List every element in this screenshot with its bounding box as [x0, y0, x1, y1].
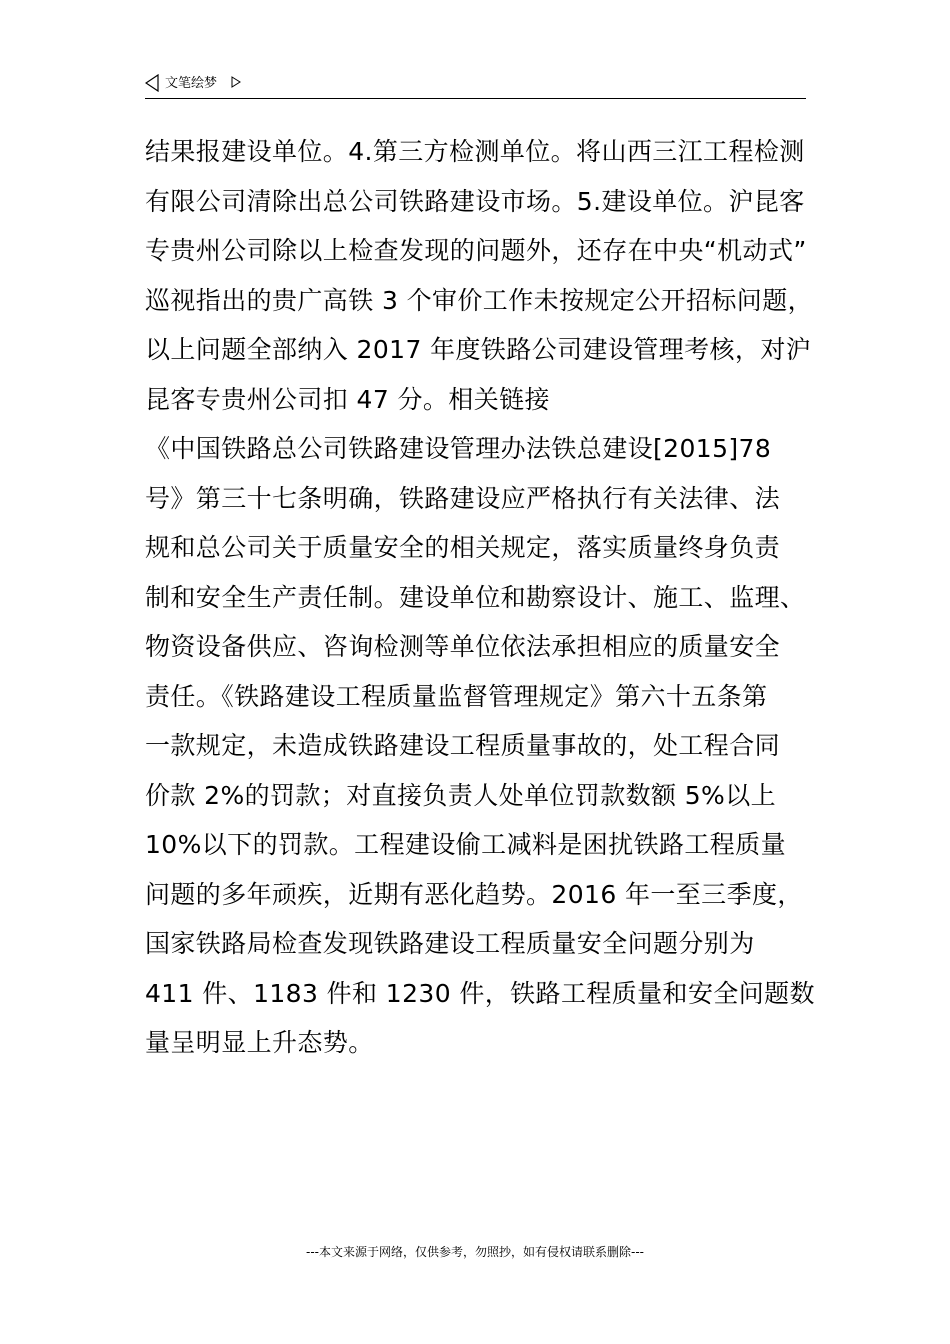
text-line: 物资设备供应、咨询检测等单位依法承担相应的质量安全	[145, 632, 781, 661]
header-title: 文笔绘梦	[165, 76, 218, 91]
page-footer: ---本文来源于网络，仅供参考，勿照抄，如有侵权请联系删除---	[306, 1245, 644, 1259]
text-line: 问题的多年顽疾，近期有恶化趋势。2016 年一至三季度，	[145, 879, 803, 909]
text-line: 规和总公司关于质量安全的相关规定，落实质量终身负责	[145, 533, 781, 562]
right-triangle-outline-icon	[231, 76, 241, 88]
document-body	[145, 127, 815, 1068]
text-line: 有限公司清除出总公司铁路建设市场。5.建设单位。沪昆客	[145, 186, 805, 216]
left-triangle-outline-icon	[145, 74, 159, 92]
text-line: 量呈明显上升态势。	[145, 1028, 374, 1057]
page-header	[145, 72, 806, 99]
text-line: 号》第三十七条明确，铁路建设应严格执行有关法律、法	[145, 483, 781, 513]
text-line: 责任。《铁路建设工程质量监督管理规定》第六十五条第	[145, 681, 768, 711]
text-line: 专贵州公司除以上检查发现的问题外，还存在中央“机动式”	[145, 236, 807, 265]
text-line: 以上问题全部纳入 2017 年度铁路公司建设管理考核，对沪	[145, 335, 812, 364]
text-line: 结果报建设单位。4.第三方检测单位。将山西三江工程检测	[145, 137, 805, 166]
text-line: 10%以下的罚款。工程建设偷工减料是困扰铁路工程质量	[145, 830, 786, 859]
text-line: 昆客专贵州公司扣 47 分。相关链接	[145, 384, 550, 414]
text-line: 《中国铁路总公司铁路建设管理办法铁总建设[2015]78	[145, 434, 772, 463]
text-line: 制和安全生产责任制。建设单位和勘察设计、施工、监理、	[145, 582, 806, 612]
text-line: 国家铁路局检查发现铁路建设工程质量安全问题分别为	[145, 929, 755, 958]
text-line: 价款 2%的罚款；对直接负责人处单位罚款数额 5%以上	[145, 780, 777, 810]
text-line: 411 件、1183 件和 1230 件，铁路工程质量和安全问题数	[145, 978, 815, 1008]
text-line: 一款规定，未造成铁路建设工程质量事故的，处工程合同	[145, 731, 781, 760]
text-line: 巡视指出的贵广高铁 3 个审价工作未按规定公开招标问题，	[145, 285, 814, 315]
